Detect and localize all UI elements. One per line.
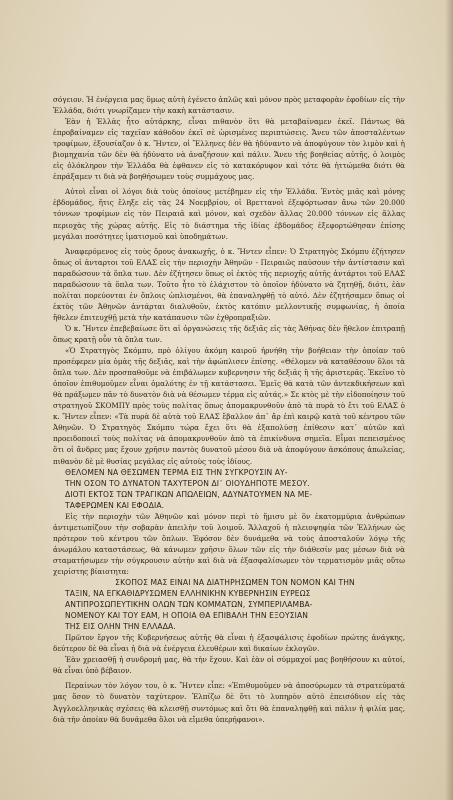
body-paragraph: Ἀναφερόμενος εἰς τοὺς ὅρους ἀνακωχῆς, ὁ κ. Ἤντεν εἶπεν: Ὁ Στρατηγὸς Σκόμπυ ἐζήτησεν ὅπως οἱ ἀνταρτοι τοῦ ΕΛΑΣ εἰς τὴν περιοχὴν Ἀθηνῶν - Πειραιῶς παύσουν τὴν ἀντίστασιν καὶ παραδώσουν τὰ ὅπλα των. Δὲν ἐζήτησεν ὅπως οἱ ἐκτὸς τῆς περιοχῆς αὐτῆς ἀντάρτοι τοῦ ΕΛΑΣ παραδώσουν τὰ ὅπλα των. Τοῦτο ἦτο τὸ ἐλάχιστον τὸ ὁποῖον ἠδύνατο νὰ ζητηθῇ, διότι, ἐὰν πολίται πορεύονται ἐν ὅπλοις ὡπλισμένοι, θὰ ἐπαναληφθῇ τὸ αὐτό. Δὲν ἐζητήσαμεν ὅπως οἱ ἐκτὸς τῶν Ἀθηνῶν ἀντάρται διαλυθοῦν, ἐκτὸς κατόπιν μελλοντικῆς συμφωνίας, ἡ ὁποία ἤθελεν ἐπιτευχθῇ μετὰ τὴν κατάπαυσιν τῶν ἐχθροπραξιῶν. <box>53 246 405 322</box>
caps-statement-2 <box>53 577 405 632</box>
article-body <box>53 94 405 725</box>
body-paragraph: Ἐὰν ἡ Ἑλλὰς ἦτο αὐτάρκης, εἶναι πιθανὸν ὅτι θὰ μεταβαίναμεν ἐκεῖ. Πάντως θὰ ἐπροβαίναμεν εἰς ταχεῖαν κάθοδον ἐκεῖ σὲ ὡρισμένες περιπτώσεις. Ἄνευ τῶν ἀποσταλέντων τροφίμων, ἐξουσίαζον ὁ κ. Ἤντεν, οἱ Ἕλληνες δὲν θὰ ἠδύναντο νὰ ἀποφύγουν τὸν λιμὸν καὶ ἡ βιομηχανία τῶν δὲν θὰ ἠδύνατο νὰ ἀναζήσουν καὶ πάλιν. Ἄνευ τῆς βοηθείας αὐτῆς, ὁ λοιμὸς εἰς ὁλόκληρον τὴν Ἑλλάδα θὰ ἐφθανεν εἰς τὸ κατακόρυφον καὶ τότε θὰ ἡττώμεθα διότι θὰ ἐπράξαμεν τι διὰ νὰ βοηθήσωμεν τοὺς συμμάχους μας. <box>53 117 405 182</box>
caps-line: ΤΗΝ ΟΣΟΝ ΤΟ ΔΥΝΑΤΟΝ ΤΑΧΥΤΕΡΟΝ ΔΙ᾽ ΟΙΟΥΔΗΠΟΤΕ ΜΕΣΟΥ. <box>65 478 310 488</box>
caps-line: ΣΚΟΠΟΣ ΜΑΣ ΕΙΝΑΙ ΝΑ ΔΙΑΤΗΡΗΣΩΜΕΝ ΤΟΝ ΝΟΜΟΝ ΚΑΙ ΤΗΝ <box>115 578 355 588</box>
body-paragraphs-top <box>53 94 405 467</box>
body-paragraph: Πρῶτον ἔργον τῆς Κυβερνήσεως αὐτῆς θὰ εἶναι ἡ ἐξασφάλισις ἐφοδίων πρώτης ἀνάγκης, δεύτερον δὲ θὰ εἶναι ἡ διὰ νὰ ἐνέργεια ἐλευθέρων καὶ δικαίων ἐκλογῶν. <box>53 633 405 654</box>
body-paragraph: σόγειον. Ἡ ἐνέργεια μας ὅμως αὐτὴ ἐγένετο ἁπλῶς καὶ μόνον πρὸς μεταφορὰν ἐφοδίων εἰς τὴν Ἑλλάδα, διότι γνωρίζαμεν τὴν κακὴ κατάστασιν. <box>53 95 405 116</box>
body-paragraph: Αὐτοὶ εἶναι οἱ λόγοι διὰ τοὺς ὁποίους μετέβημεν εἰς τὴν Ἑλλάδα. Ἐντὸς μιᾶς καὶ μόνης ἑβδομάδος, ἥτις ἔληξε εἰς τὰς 24 Νοεμβρίου, οἱ Βρεττανοὶ ἐξεφόρτωσαν ἄνω τῶν 20.000 τόννων τροφίμων εἰς τὸν Πειραιᾶ καὶ μόνον, καὶ σχεδὸν ἄλλας 20.000 τόννων εἰς ἄλλας περιοχὰς τῆς χώρας αὐτῆς. Εἰς τὸ διάστημα τῆς ἰδίας ἑβδομάδος ἐξεφορτώθησαν ἐπίσης μεγάλαι ποσότητες ἱματισμοῦ καὶ ὑποδημάτων. <box>53 187 405 241</box>
body-paragraph: Περαίνων τὸν λόγον του, ὁ κ. Ἤντεν εἶπε: «Ἐπιθυμοῦμεν νὰ ἀποσύρωμεν τὰ στρατεύματά μας ὅσον τὸ δυνατὸν ταχύτερον. Ἐλπίζω δὲ ὅτι τὸ λυπηρὸν αὐτὸ ἐπεισόδιον εἰς τὰς Ἀγγλοελληνικὰς σχέσεις θὰ κλεισθῇ συντόμως καὶ ὅτι θὰ ἐπαναληφθῇ καὶ πάλιν ἡ φιλία μας, διὰ τὴν ὁποίαν θὰ δυνάμεθα ὅλοι νὰ εἴμεθα ὑπερήφανοι». <box>53 681 405 724</box>
caps-line: ΤΗΣ ΕΙΣ ΟΛΗΝ ΤΗΝ ΕΛΛΑΔΑ. <box>65 622 176 632</box>
caps-line: ΤΑΞΙΝ, ΝΑ ΕΓΚΑΘΙΔΡΥΣΩΜΕΝ ΕΛΛΗΝΙΚΗΝ ΚΥΒΕΡΝΗΣΙΝ ΕΥΡΕΩΣ <box>65 589 311 599</box>
body-paragraph: Ἐὰν χρειασθῇ ἡ συνδρομή μας, θὰ τὴν ἔχουν. Καὶ ἐὰν οἱ σύμμαχοί μας βοηθήσουν κι αὐτοί, θὰ εἶναι ὑπὸ βέβαιον. <box>53 655 405 676</box>
body-paragraph: Εἰς τὴν περιοχὴν τῶν Ἀθηνῶν καὶ μόνον περὶ τὸ ἥμισυ μὲ ὃν ἑκατομμύρια ἀνθρώπων ἀντιμετωπίζουν τὴν σοβαρὰν ἀπειλὴν τοῦ λοιμοῦ. Ἄλλαχοῦ ἡ πλειοψηφία τῶν Ἑλλήνων ὡς πρότερον τοῦ κέντρου τῶν ὅπλων. Ἐφόσον δὲν δυνάμεθα νὰ τοὺς ἀποσταλοῦν λόγῳ τῆς ἀνωμάλου καταστάσεως, θὰ κάνωμεν χρῆσιν ὅλων τῶν εἰς τὴν διάθεσίν μας μέσων διὰ νὰ σταματήσωμεν τὴν σύγκρουσιν αὐτὴν καὶ διὰ νὰ ἐξασφαλίσωμεν τὸν τερματισμὸν μιᾶς οὕτω χειρίστης βίαιοτητα: <box>53 511 405 576</box>
caps-line: ΑΝΤΙΠΡΟΣΩΠΕΥΤΙΚΗΝ ΟΛΩΝ ΤΩΝ ΚΟΜΜΑΤΩΝ, ΣΥΜΠΕΡΙΛΑΜΒΑ- <box>65 600 313 610</box>
body-paragraph: Ὁ κ. Ἤντεν ἐπεβεβαίωσε ὅτι αἱ ὀργανώσεις τῆς δεξιᾶς εἰς τὰς Ἀθήνας δὲν ἤθελον ἐπιτραπῇ ὅπως κρατῇ οὖν τὰ ὅπλα των. <box>53 323 405 344</box>
caps-line: ΔΙΟΤΙ ΕΚΤΟΣ ΤΩΝ ΤΡΑΓΙΚΩΝ ΑΠΩΛΕΙΩΝ, ΑΔΥΝΑΤΟΥΜΕΝ ΝΑ ΜΕ- <box>65 489 313 499</box>
caps-line: ΝΟΜΕΝΟΥ ΚΑΙ ΤΟΥ ΕΑΜ, Η ΟΠΟΙΑ ΘΑ ΕΠΙΒΑΛΗ ΤΗΝ ΕΞΟΥΣΙΑΝ <box>65 611 309 621</box>
body-paragraph: «Ὁ Στρατηγὸς Σκόμπυ, πρὸ ὀλίγου ἀκόμη καιροῦ ἠρνήθη τὴν βοήθειαν τὴν ὁποίαν τοῦ προσέφερεν μία ὁμὰς τῆς δεξιᾶς, καὶ τὴν ἀφώπλισεν ἐπίσης. «Θέλομεν νὰ καταθέσουν ὅλοι τὰ ὅπλα των. Δὲν προσπαθοῦμε νὰ ἐπιβάλωμεν κυβερνησιν τῆς δεξιᾶς ἢ τῆς ἀριστερᾶς. Ἐκεῖνο τὸ ὁποῖον ἐπιθυμοῦμεν εἶναι ὁμαλότης ἐν τῇ κατάστασει. Ἐμεῖς θὰ κατὰ τῶν ἀντεκδικήσεων καὶ θὰ πράξωμεν πᾶν τὸ δυνατὸν διὰ νὰ θέσωμεν τέρμα εἰς αὐτάς.» Σε κτὸς μὲ τὴν εἰδοποίησιν τοῦ στρατηγοῦ ΣΚΟΜΠΥ πρὸς τοὺς πολίτας ὅπως ἀπομακρυνθοῦν ἀπὸ τὰ πυρὰ τὸ ἔτι τοῦ ΕΛΑΣ ὁ κ. Ἤντεν εἶπεν: «Τὰ πυρὰ δὲ αὐτὰ τοῦ ΕΛΑΣ ἔβαλλον ἀπ᾽ ἄρ ἐπὶ καιρῷ κατὰ τοῦ κέντρου τῶν Ἀθηνῶν. Ὁ Στρατηγὸς Σκόμπυ τώρα ἔχει ὅτι θὰ ἐξαπολύσῃ ἐπίθεσιν κατ᾽ αὐτῶν καὶ προειδοποιεῖ τοὺς πολίτας νὰ ἀπομακρυνθοῦν ἀπὸ τὰ ἐπικίνδυνα σημεῖα. Εἶμαι πεπεισμένος ὅτι οἱ ἄνδρες μας ἔχουν χρῆσιν παντὸς δυνατοῦ μέσου διὰ νὰ ἀποφύγουν ἀσκόπους ἀπωλείας, πιθανὸν δὲ μὲ θυσίας μεγάλας εἰς αὐτοὺς τοὺς ἰδίους. <box>53 346 405 466</box>
body-paragraphs-end <box>53 632 405 724</box>
caps-line: ΘΕΛΟΜΕΝ ΝΑ ΘΕΣΩΜΕΝ ΤΕΡΜΑ ΕΙΣ ΤΗΝ ΣΥΓΚΡΟΥΣΙΝ ΑΥ- <box>65 467 288 477</box>
caps-line: ΤΑΦΕΡΩΜΕΝ ΚΑΙ ΕΦΟΔΙΑ. <box>65 500 165 510</box>
caps-statement-1 <box>53 467 405 511</box>
